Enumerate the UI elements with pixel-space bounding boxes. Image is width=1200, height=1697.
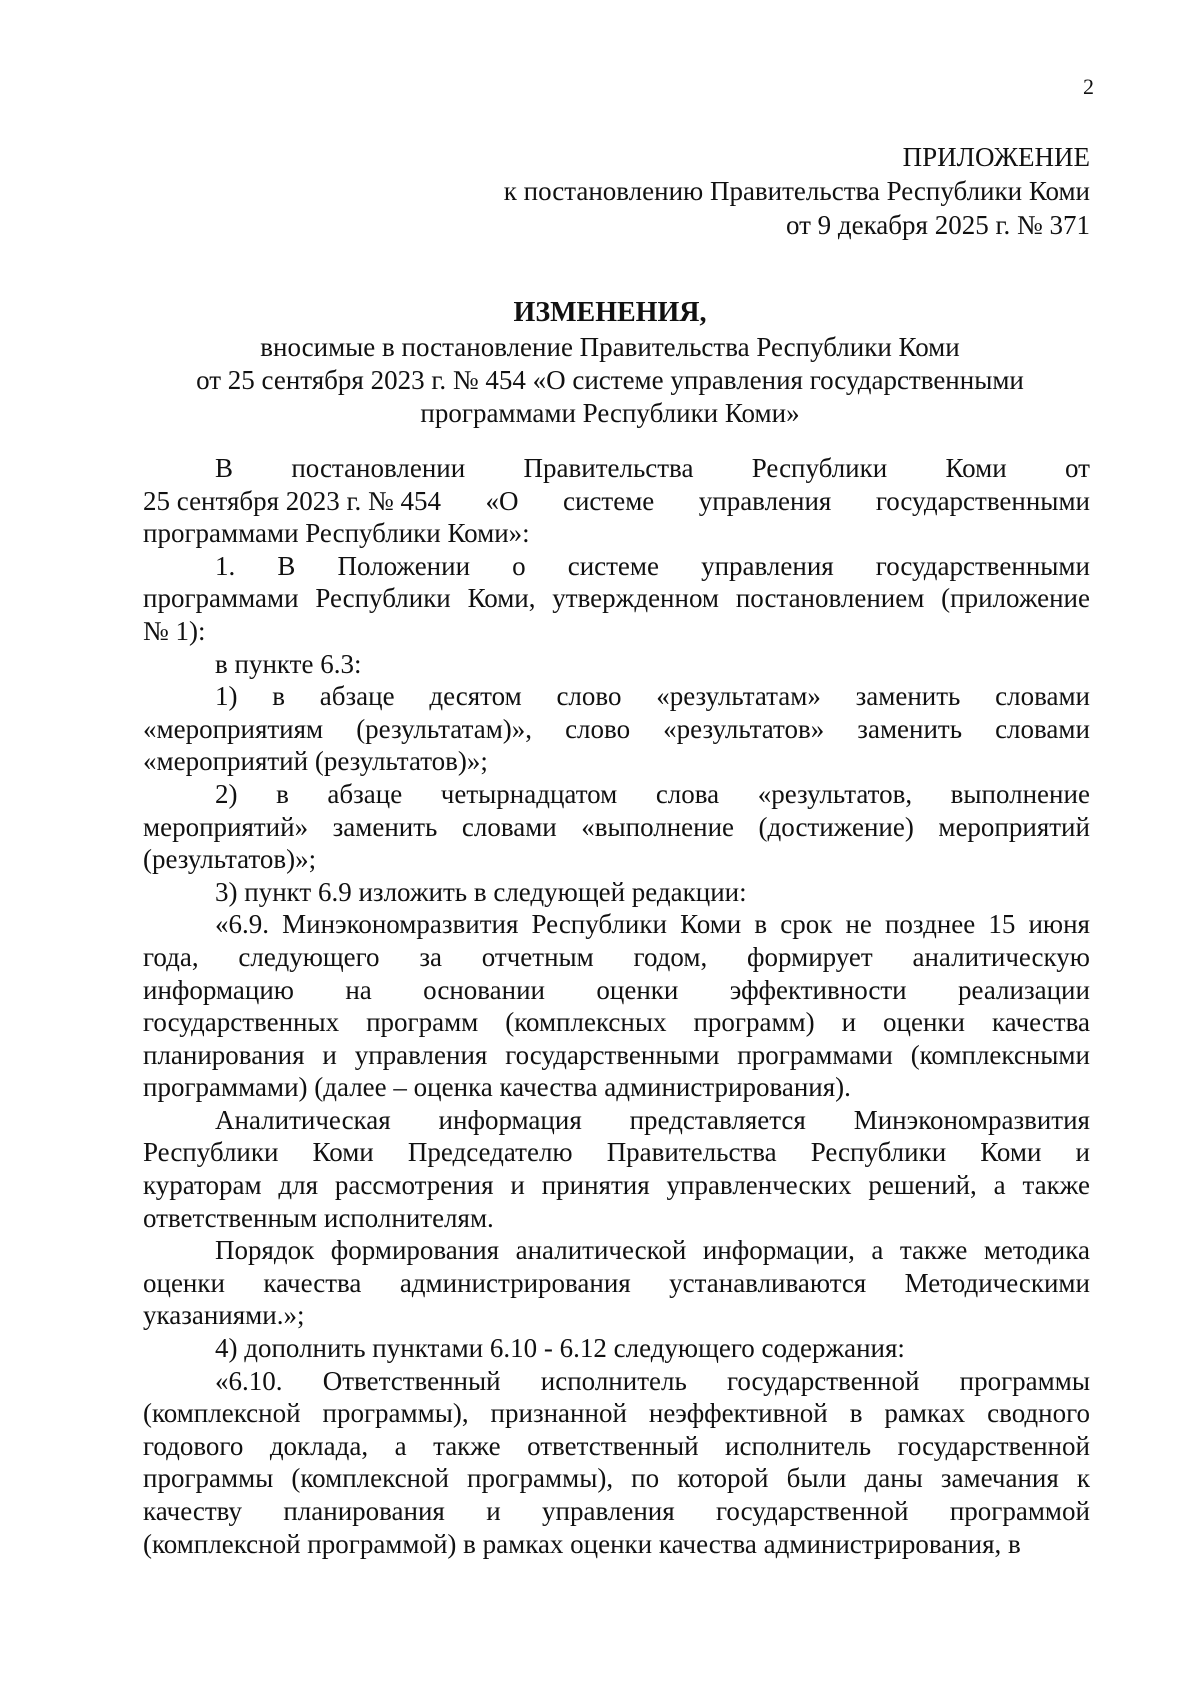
word: программами	[143, 583, 299, 614]
word: устанавливаются	[669, 1267, 867, 1298]
paragraph	[143, 778, 1090, 876]
appendix-header	[420, 140, 1090, 242]
word: 25 сентября 2023 г. № 454	[143, 485, 442, 516]
text-line	[143, 1006, 1090, 1039]
word: «результатов,	[757, 778, 913, 809]
word: оценки	[143, 1267, 225, 1298]
word: следующего	[238, 941, 380, 972]
paragraph	[143, 1104, 1090, 1234]
word: (результатам)»,	[356, 713, 533, 744]
text-line	[143, 1430, 1090, 1463]
word: информации,	[702, 1235, 855, 1266]
word: Республики	[810, 1137, 947, 1168]
word: а	[993, 1170, 1006, 1201]
word: 1.	[215, 550, 236, 581]
text-line	[143, 1039, 1090, 1072]
word: в пункте 6.3:	[215, 648, 362, 679]
word: Минэкономразвития	[282, 909, 519, 940]
word: мероприятий	[938, 811, 1090, 842]
word: абзаце	[327, 778, 403, 809]
text-line	[143, 811, 1090, 844]
word: Аналитическая	[215, 1104, 391, 1135]
word: на	[345, 974, 372, 1005]
word: признанной	[490, 1398, 627, 1429]
word: В	[215, 453, 234, 483]
word: управления	[354, 1039, 488, 1070]
word: и	[841, 1007, 857, 1038]
word: Республики	[315, 583, 451, 614]
word: программами) (далее – оценка качества администрирования).	[143, 1072, 851, 1103]
word: управленческих	[666, 1170, 852, 1201]
word: не	[845, 909, 872, 940]
word: «6.10.	[215, 1365, 283, 1396]
word: № 1):	[143, 615, 206, 646]
word: «выполнение	[581, 811, 735, 842]
appendix-date: от 9 декабря 2025 г. № 371	[785, 210, 1090, 240]
word: аналитической	[515, 1235, 687, 1266]
word: государственными	[505, 1039, 720, 1070]
word: Положении	[337, 550, 471, 581]
word: Республики	[751, 453, 888, 483]
word: формирует	[747, 941, 873, 972]
text-line	[143, 1136, 1090, 1169]
word: слово	[556, 681, 622, 712]
word: словами	[995, 681, 1090, 712]
word: словами	[995, 713, 1090, 744]
word: Республики	[531, 909, 667, 940]
title-line: вносимые в постановление Правительства Республики Коми	[260, 332, 960, 362]
word: программы	[143, 1463, 274, 1494]
text-line	[143, 908, 1090, 941]
word: Республики	[143, 1137, 279, 1168]
word: и	[1075, 1137, 1090, 1168]
word: в	[276, 778, 289, 809]
appendix-label: ПРИЛОЖЕНИЕ	[902, 142, 1090, 172]
word: ответственным исполнителям.	[143, 1202, 494, 1233]
word: исполнитель	[540, 1365, 687, 1396]
word: Председателю	[407, 1137, 573, 1168]
paragraph	[143, 648, 1090, 681]
word: государственными	[875, 550, 1090, 581]
text-line	[143, 941, 1090, 974]
word: которой	[677, 1463, 769, 1494]
word: государственных	[143, 1007, 340, 1038]
word: даны	[864, 1463, 923, 1494]
word: и	[322, 1039, 337, 1070]
word: В	[277, 550, 296, 581]
word: 3) пункт 6.9 изложить в следующей редакции:	[215, 876, 747, 907]
text-line	[143, 550, 1090, 583]
word: методика	[983, 1235, 1090, 1266]
paragraph	[143, 1365, 1090, 1561]
word: 4) дополнить пунктами 6.10 - 6.12 следующего содержания:	[215, 1333, 905, 1364]
word: 1)	[215, 681, 238, 712]
title-heading: ИЗМЕНЕНИЯ,	[513, 297, 707, 328]
word: управления	[542, 1496, 675, 1526]
text-line	[143, 1462, 1090, 1495]
word: Коми,	[467, 583, 536, 614]
word: замечания	[940, 1463, 1059, 1494]
word: информация	[438, 1104, 582, 1135]
word: сводного	[987, 1398, 1090, 1429]
word: ответственный	[527, 1430, 699, 1461]
word: (достижение)	[758, 811, 914, 842]
title-line: от 25 сентября 2023 г. № 454 «О системе управления государственными	[196, 365, 1024, 395]
word: эффективности	[729, 974, 907, 1005]
text-line	[143, 1495, 1090, 1528]
word: системе	[567, 550, 659, 581]
word: июня	[1028, 909, 1090, 940]
word: системе	[563, 485, 655, 516]
word: Правительства	[523, 453, 694, 483]
word: программ	[366, 1007, 479, 1038]
word: абзаце	[319, 681, 395, 712]
text-line	[143, 1397, 1090, 1430]
word: словами	[461, 811, 557, 842]
word: качества	[263, 1267, 362, 1298]
word: (комплексной программой) в рамках оценки качества администрирования, в	[143, 1528, 1021, 1559]
paragraph	[143, 876, 1090, 909]
word: о	[512, 550, 526, 581]
word: мероприятий»	[143, 811, 309, 842]
text-line	[143, 843, 1090, 876]
word: указаниями.»;	[143, 1300, 305, 1331]
word: заменить	[855, 681, 961, 712]
word: доклада,	[269, 1430, 369, 1461]
word: Коми	[680, 909, 742, 940]
word: формирования	[330, 1235, 500, 1266]
text-line	[143, 1071, 1090, 1104]
title-line: программами Республики Коми»	[420, 398, 800, 428]
word: управления	[701, 550, 834, 581]
word: были	[786, 1463, 847, 1494]
text-line	[143, 1299, 1090, 1332]
word: утвержденном	[552, 583, 720, 614]
text-line	[143, 615, 1090, 648]
word: и	[486, 1496, 501, 1526]
word: года,	[143, 941, 199, 972]
document-title	[135, 295, 1085, 430]
word: срок	[780, 909, 833, 940]
word: выполнение	[950, 778, 1090, 809]
word: программами	[737, 1039, 893, 1070]
word: десятом	[429, 681, 522, 712]
word: заменить	[857, 713, 963, 744]
text-line	[143, 1234, 1090, 1267]
word: позднее	[884, 909, 976, 940]
text-line	[143, 680, 1090, 713]
word: кураторам	[143, 1170, 262, 1201]
word: отчетным	[481, 941, 594, 972]
paragraph	[143, 680, 1090, 778]
word: информацию	[143, 974, 294, 1005]
word: Порядок	[215, 1235, 315, 1266]
word: также	[899, 1235, 968, 1266]
word: представляется	[629, 1104, 806, 1135]
document-body	[143, 452, 1090, 1560]
word: государственной	[897, 1430, 1090, 1461]
word: постановлением	[735, 583, 925, 614]
word: (приложение	[941, 583, 1090, 614]
word: государственными	[875, 485, 1090, 516]
page-number: 2	[1083, 74, 1094, 99]
word: слово	[565, 713, 631, 744]
word: постановлении	[291, 453, 466, 483]
text-line	[143, 1104, 1090, 1137]
word: основании	[423, 974, 546, 1005]
word: рассмотрения	[334, 1170, 494, 1201]
word: планирования	[283, 1496, 445, 1526]
text-line	[143, 1332, 1090, 1365]
word: в	[754, 909, 768, 940]
word: для	[278, 1170, 319, 1201]
word: четырнадцатом	[440, 778, 618, 809]
word: годом,	[633, 941, 708, 972]
word: «результатам»	[656, 681, 821, 712]
word: Коми	[980, 1137, 1042, 1168]
word: управления	[698, 485, 832, 516]
word: государственной	[716, 1496, 909, 1526]
word: аналитическую	[912, 941, 1090, 972]
text-line	[143, 1528, 1090, 1561]
text-line	[143, 778, 1090, 811]
word: к	[1076, 1463, 1090, 1494]
word: слова	[655, 778, 720, 809]
word: и	[510, 1170, 525, 1201]
text-line	[143, 1202, 1090, 1235]
word: (комплексными	[910, 1039, 1090, 1070]
word: также	[433, 1430, 501, 1461]
text-line	[143, 1267, 1090, 1300]
word: а	[394, 1430, 407, 1461]
paragraph	[143, 908, 1090, 1104]
text-line	[143, 713, 1090, 746]
word: программы	[959, 1365, 1090, 1396]
text-line	[143, 1365, 1090, 1398]
text-line	[143, 974, 1090, 1007]
paragraph	[143, 550, 1090, 648]
text-line	[143, 1169, 1090, 1202]
word: «мероприятиям	[143, 713, 324, 744]
word: государственной	[726, 1365, 920, 1396]
paragraph	[143, 1234, 1090, 1332]
word: принятия	[541, 1170, 650, 1201]
paragraph	[143, 452, 1090, 550]
word: решений,	[868, 1170, 977, 1201]
text-line	[143, 745, 1090, 778]
word: 2)	[215, 778, 238, 809]
word: неэффективной	[648, 1398, 828, 1429]
word: исполнитель	[725, 1430, 872, 1461]
word: программы),	[322, 1398, 469, 1429]
word: по	[631, 1463, 660, 1494]
text-line	[143, 517, 1090, 550]
word: «6.9.	[215, 909, 269, 940]
word: оценки	[883, 1007, 965, 1038]
word: оценки	[596, 974, 679, 1005]
word: программ)	[693, 1007, 815, 1038]
word: качества	[991, 1007, 1090, 1038]
word: (комплексной	[291, 1463, 449, 1494]
word: Правительства	[606, 1137, 777, 1168]
word: качеству	[143, 1496, 242, 1526]
text-line	[143, 485, 1090, 518]
word: «мероприятий (результатов)»;	[143, 746, 488, 777]
text-line	[143, 582, 1090, 615]
word: от	[1065, 453, 1090, 483]
word: Минэкономразвития	[853, 1104, 1090, 1135]
word: Коми	[945, 453, 1007, 483]
word: (результатов)»;	[143, 844, 317, 875]
word: за	[419, 941, 442, 972]
word: годового	[143, 1430, 244, 1461]
word: заменить	[332, 811, 438, 842]
word: а	[871, 1235, 884, 1266]
word: (комплексных	[505, 1007, 667, 1038]
word: также	[1022, 1170, 1090, 1201]
word: администрирования	[399, 1267, 631, 1298]
word: (комплексной	[143, 1398, 301, 1429]
word: Коми	[312, 1137, 374, 1168]
word: 15	[988, 909, 1016, 940]
word: программы),	[467, 1463, 614, 1494]
word: программами Республики Коми»:	[143, 518, 530, 549]
text-line	[143, 452, 1090, 485]
word: реализации	[958, 974, 1090, 1005]
word: в	[849, 1398, 863, 1429]
word: планирования	[143, 1039, 305, 1070]
word: программой	[949, 1496, 1090, 1526]
paragraph	[143, 1332, 1090, 1365]
word: в	[272, 681, 286, 712]
word: Ответственный	[322, 1365, 501, 1396]
text-line	[143, 648, 1090, 681]
word: рамках	[884, 1398, 966, 1429]
word: «О	[485, 485, 519, 516]
text-line	[143, 876, 1090, 909]
word: «результатов»	[663, 713, 825, 744]
word: Методическими	[904, 1267, 1090, 1298]
appendix-reference: к постановлению Правительства Республики Коми	[503, 176, 1090, 206]
